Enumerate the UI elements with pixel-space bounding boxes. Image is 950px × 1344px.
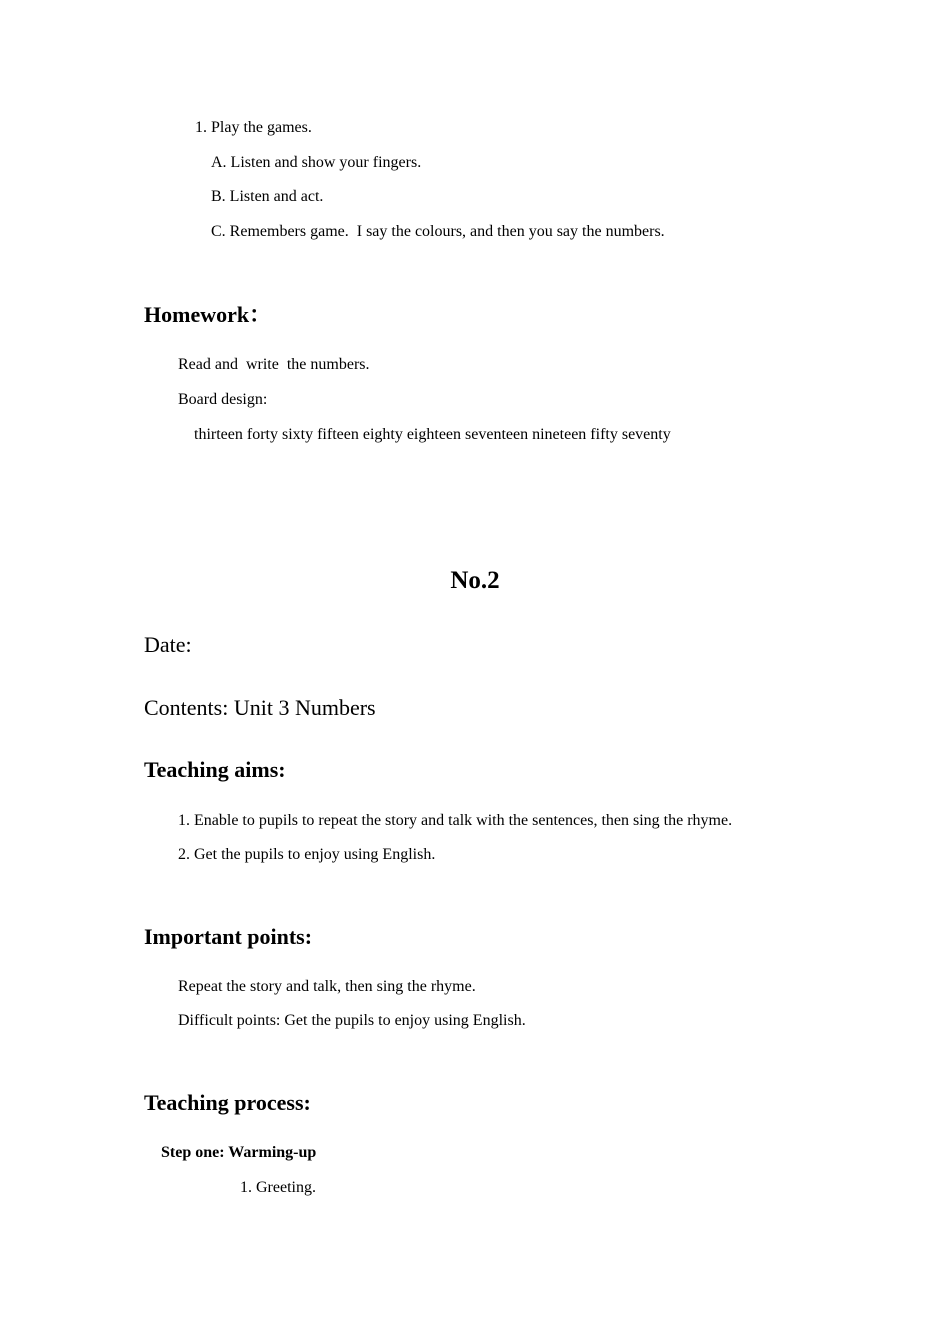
step-one-heading: Step one: Warming-up (161, 1144, 317, 1161)
board-design-words: thirteen forty sixty fifteen eighty eighteen seventeen nineteen fifty seventy (194, 426, 671, 443)
games-item-c: C. Remembers game. I say the colours, and then you say the numbers. (211, 223, 665, 240)
homework-read-write: Read and write the numbers. (178, 356, 370, 373)
important-point-text: Repeat the story and talk, then sing the rhyme. (178, 978, 476, 995)
lesson-title: No.2 (450, 567, 500, 594)
teaching-process-heading: Teaching process: (144, 1090, 311, 1115)
greeting-item: 1. Greeting. (240, 1179, 316, 1196)
difficult-points-text: Difficult points: Get the pupils to enjoy using English. (178, 1012, 526, 1029)
date-label: Date: (144, 632, 192, 657)
aim-item-2: 2. Get the pupils to enjoy using English. (178, 846, 436, 863)
games-item-b: B. Listen and act. (211, 188, 324, 205)
games-item-a: A. Listen and show your fingers. (211, 154, 422, 171)
contents-line: Contents: Unit 3 Numbers (144, 695, 376, 720)
important-points-heading: Important points: (144, 924, 313, 949)
games-heading: 1. Play the games. (195, 119, 312, 136)
homework-heading: Homework： (144, 302, 272, 327)
aim-item-1: 1. Enable to pupils to repeat the story and talk with the sentences, then sing the rhyme. (178, 812, 733, 829)
board-design-label: Board design: (178, 391, 268, 408)
teaching-aims-heading: Teaching aims: (144, 757, 286, 782)
